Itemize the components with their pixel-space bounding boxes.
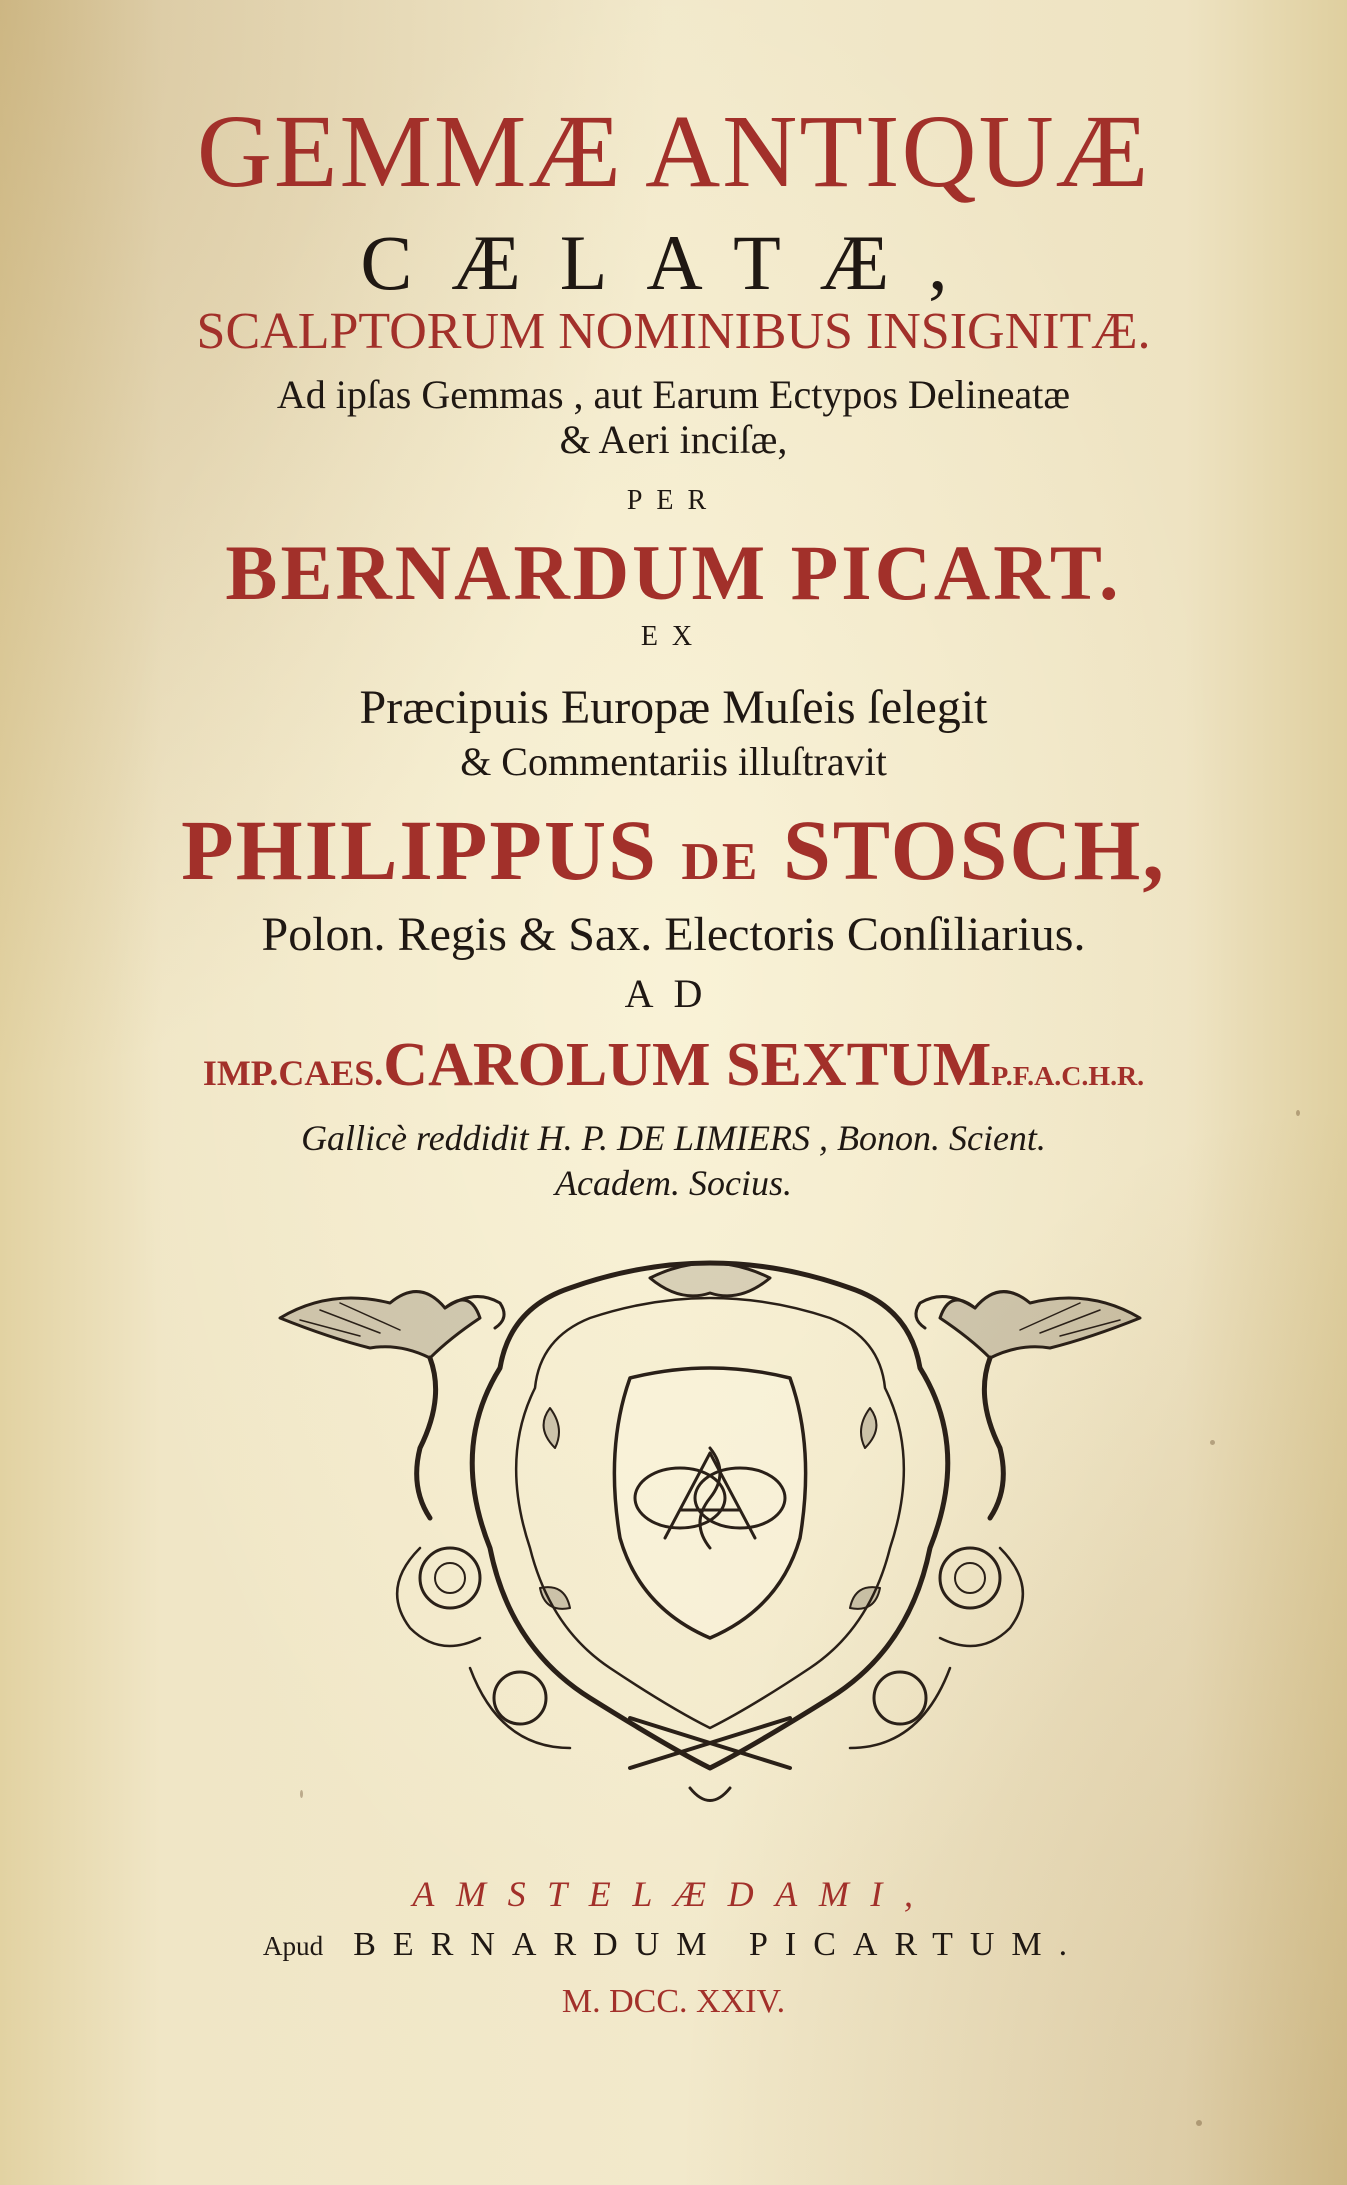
editor-first: PHILIPPUS <box>181 802 658 898</box>
per-label: PER <box>626 485 721 516</box>
ad-label: AD <box>624 971 723 1016</box>
dragon-icon <box>280 1292 504 1518</box>
imprint-apud: Apud <box>262 1931 324 1961</box>
paper-speck <box>1296 1110 1300 1116</box>
title-line-1: GEMMÆ ANTIQUÆ <box>196 94 1151 209</box>
translator-line-2: Academ. Socius. <box>555 1163 792 1203</box>
selegit-line-1: Præcipuis Europæ Muſeis ſelegit <box>359 681 988 734</box>
cartouche-ornament-icon <box>270 1248 1150 1818</box>
editor-last: STOSCH, <box>782 802 1166 898</box>
dedicatee-prefix: IMP.CAES. <box>202 1053 384 1093</box>
description-line-2: & Aeri inciſæ, <box>559 417 788 462</box>
imprint-year: M. DCC. XXIV. <box>561 1983 786 2020</box>
editor-de: DE <box>681 831 760 891</box>
translator-line-1: Gallicè reddidit H. P. DE LIMIERS , Bonon. Scient. <box>301 1118 1046 1158</box>
paper-speck <box>300 1790 303 1798</box>
ex-label: EX <box>640 621 707 652</box>
dedicatee <box>0 1030 1347 1101</box>
description-line-1: Ad ipſas Gemmas , aut Earum Ectypos Delineatæ <box>276 372 1071 417</box>
imprint-place: AMSTELÆDAMI, <box>412 1874 935 1914</box>
paper-speck <box>1210 1440 1215 1445</box>
title-line-3: SCALPTORUM NOMINIBUS INSIGNITÆ. <box>196 303 1151 360</box>
selegit-line-2: & Commentariis illuſtravit <box>460 739 887 784</box>
dragon-icon <box>916 1292 1140 1518</box>
editor-title: Polon. Regis & Sax. Electoris Conſiliarius. <box>261 908 1086 961</box>
editor-name <box>0 800 1347 900</box>
imprint-publisher-line <box>0 1926 1347 1964</box>
title-line-2: CÆLATÆ, <box>360 219 987 306</box>
imprint-publisher: BERNARDUM PICARTUM. <box>353 1926 1085 1963</box>
paper-speck <box>1196 2120 1202 2126</box>
author-name: BERNARDUM PICART. <box>225 529 1122 616</box>
dedicatee-name: CAROLUM SEXTUM <box>383 1031 992 1099</box>
dedicatee-suffix: P.F.A.C.H.R. <box>991 1061 1145 1092</box>
